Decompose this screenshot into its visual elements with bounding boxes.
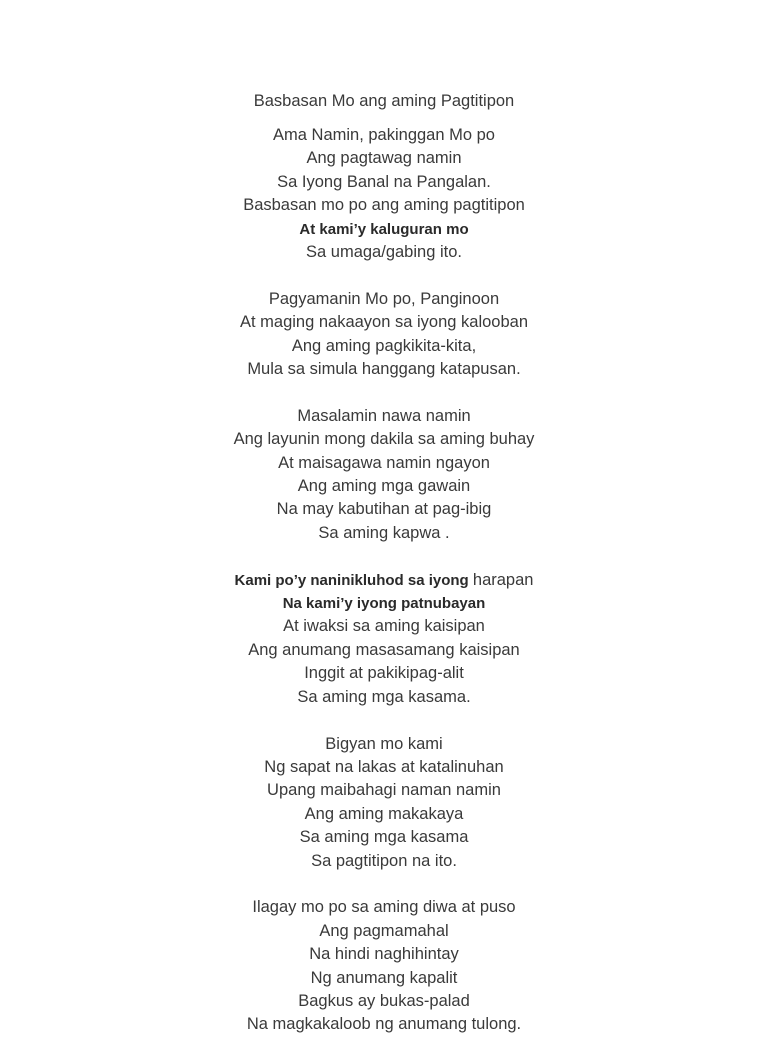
- verse-line: Ang pagmamahal: [319, 921, 449, 940]
- verse-line: Ang pagtawag namin: [306, 149, 462, 168]
- verse-line: Ang anumang masasamang kaisipan: [248, 640, 520, 659]
- verse-line: At maisagawa namin ngayon: [278, 453, 490, 472]
- verse-line: Sa Iyong Banal na Pangalan.: [277, 172, 491, 191]
- stanza: [0, 733, 768, 873]
- verse-line: Na kami’y iyong patnubayan: [282, 595, 486, 613]
- verse-line: Bagkus ay bukas-palad: [298, 991, 470, 1010]
- verse-line-segment: harapan: [472, 570, 534, 589]
- stanza-list: [0, 124, 768, 1037]
- verse-line: Sa aming mga kasama: [299, 828, 469, 847]
- verse-line: Sa pagtitipon na ito.: [311, 851, 457, 870]
- stanza: [0, 405, 768, 545]
- verse-line: Ang aming mga gawain: [297, 477, 471, 496]
- verse-line: Inggit at pakikipag-alit: [304, 664, 464, 683]
- verse-line: Sa aming kapwa .: [318, 523, 450, 542]
- verse-line: Upang maibahagi naman namin: [267, 781, 501, 800]
- verse-line: Ama Namin, pakinggan Mo po: [273, 126, 495, 144]
- verse-line: At iwaksi sa aming kaisipan: [283, 617, 485, 636]
- verse-line: Pagyamanin Mo po, Panginoon: [268, 289, 500, 308]
- verse-line: Bigyan mo kami: [325, 734, 443, 753]
- document-title: Basbasan Mo ang aming Pagtitipon: [253, 92, 515, 110]
- verse-line: Na may kabutihan at pag-ibig: [276, 500, 492, 519]
- verse-line: Na magkakaloob ng anumang tulong.: [246, 1015, 522, 1034]
- verse-line: Mula sa simula hanggang katapusan.: [247, 360, 521, 379]
- verse-line-segment: Kami po’y naninikluhod sa iyong: [234, 571, 473, 589]
- verse-line: Na hindi naghihintay: [309, 945, 459, 964]
- verse-line: Ng sapat na lakas at katalinuhan: [264, 757, 504, 776]
- stanza: [0, 124, 768, 264]
- verse-line: Ilagay mo po sa aming diwa at puso: [252, 898, 516, 917]
- verse-line: At maging nakaayon sa iyong kalooban: [239, 313, 529, 332]
- stanza: [0, 288, 768, 382]
- verse-line: Sa umaga/gabing ito.: [306, 243, 462, 262]
- stanza: [0, 569, 768, 709]
- verse-line: Masalamin nawa namin: [297, 406, 471, 425]
- verse-line: At kami’y kaluguran mo: [299, 220, 469, 238]
- verse-line: Ang aming makakaya: [304, 804, 464, 823]
- verse-line: Sa aming mga kasama.: [297, 687, 471, 706]
- verse-line: Ang aming pagkikita-kita,: [291, 336, 477, 355]
- prayer-document: [0, 90, 768, 1060]
- stanza: [0, 896, 768, 1036]
- verse-line: [0, 569, 768, 592]
- verse-line: Basbasan mo po ang aming pagtitipon: [243, 196, 525, 215]
- verse-line: Ang layunin mong dakila sa aming buhay: [233, 430, 535, 449]
- verse-line: Ng anumang kapalit: [310, 968, 458, 987]
